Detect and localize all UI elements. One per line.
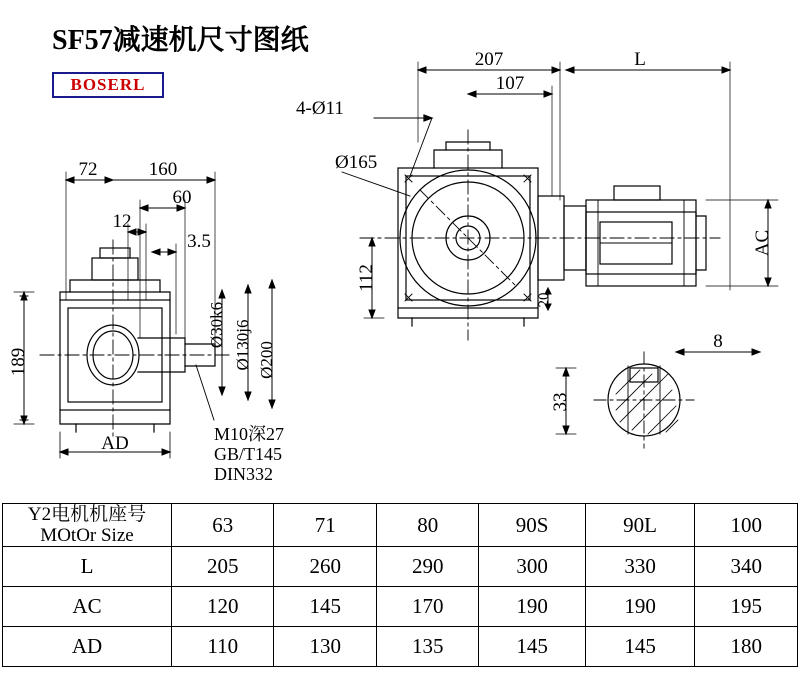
note-line-2: GB/T145 — [214, 444, 283, 464]
motor-size-table — [2, 503, 798, 667]
table-cell: 205 — [172, 547, 274, 587]
table-cell: 145 — [585, 627, 695, 667]
dim-AD: AD — [101, 433, 129, 454]
table-cell: 330 — [585, 547, 695, 587]
table-cell: 190 — [585, 587, 695, 627]
dim-d130j6: Ø130j6 — [233, 319, 252, 371]
table-cell: 190 — [479, 587, 585, 627]
dim-AC: AC — [752, 229, 773, 257]
dim-20: 20 — [536, 292, 552, 308]
table-cell: 135 — [376, 627, 478, 667]
table-cell: 130 — [274, 627, 376, 667]
table-cell: 170 — [376, 587, 478, 627]
dim-107: 107 — [495, 73, 525, 94]
dim-207: 207 — [474, 49, 504, 70]
table-cell: 195 — [695, 587, 798, 627]
dim-d30k6: Ø30k6 — [207, 301, 226, 349]
table-row — [3, 547, 798, 587]
dim-d165: Ø165 — [335, 152, 378, 173]
table-row-label-L: L — [3, 547, 172, 587]
table-header-label-line1: Y2电机机座号 — [27, 504, 147, 525]
table-cell: 145 — [274, 587, 376, 627]
table-row — [3, 627, 798, 667]
table-col-3: 90S — [479, 504, 585, 547]
table-row — [3, 587, 798, 627]
table-header-label — [3, 504, 172, 547]
table-row-label-AD: AD — [3, 627, 172, 667]
dim-8: 8 — [713, 331, 723, 352]
table-cell: 145 — [479, 627, 585, 667]
table-col-1: 71 — [274, 504, 376, 547]
dim-d200: Ø200 — [257, 341, 276, 379]
dim-4xd11: 4-Ø11 — [296, 98, 344, 119]
dim-L: L — [634, 49, 646, 70]
note-line-3: DIN332 — [214, 464, 273, 484]
table-header-label-line2: MOtOr Size — [40, 525, 134, 546]
table-col-0: 63 — [172, 504, 274, 547]
table-cell: 180 — [695, 627, 798, 667]
table-col-5: 100 — [695, 504, 798, 547]
table-row-header — [3, 504, 798, 547]
table-cell: 260 — [274, 547, 376, 587]
table-cell: 290 — [376, 547, 478, 587]
dim-60: 60 — [172, 187, 192, 208]
table-col-4: 90L — [585, 504, 695, 547]
dim-112: 112 — [356, 264, 377, 292]
table-cell: 120 — [172, 587, 274, 627]
table-cell: 340 — [695, 547, 798, 587]
dim-12: 12 — [112, 211, 132, 232]
note-line-1: M10深27 — [214, 424, 285, 444]
table-col-2: 80 — [376, 504, 478, 547]
dim-33: 33 — [550, 392, 571, 412]
page-title: SF57减速机尺寸图纸 — [52, 25, 309, 56]
table-cell: 300 — [479, 547, 585, 587]
dim-160: 160 — [148, 159, 178, 180]
dim-72: 72 — [78, 159, 98, 180]
table-row-label-AC: AC — [3, 587, 172, 627]
brand-logo-text: BOSERL — [70, 75, 146, 94]
dim-189: 189 — [8, 347, 29, 377]
dim-3-5: 3.5 — [187, 231, 211, 252]
table-cell: 110 — [172, 627, 274, 667]
